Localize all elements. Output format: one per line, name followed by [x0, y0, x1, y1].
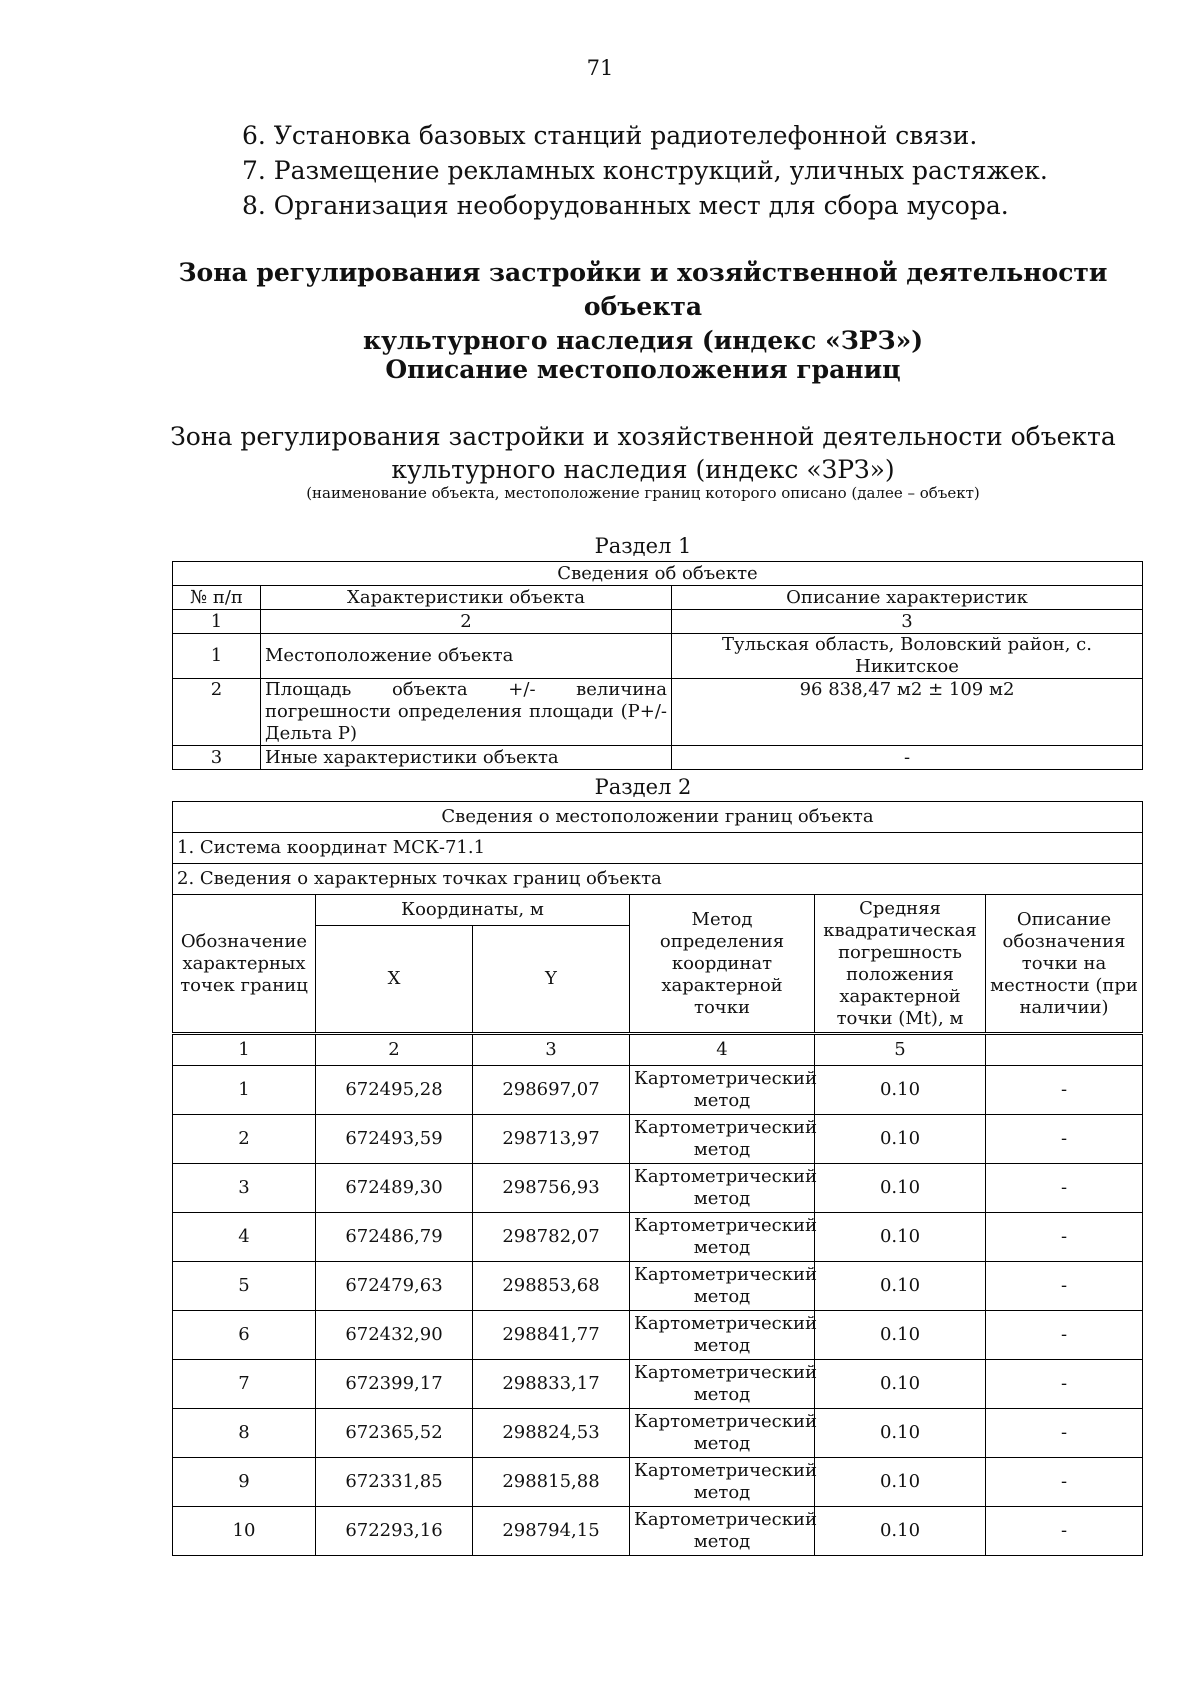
characteristic-name: Площадь объекта +/- величина погрешности определения площади (Р+/- Дельта Р) — [261, 679, 672, 746]
table-row — [173, 1458, 1143, 1507]
accuracy: 0.10 — [815, 1115, 986, 1164]
characteristic-name: Иные характеристики объекта — [261, 746, 672, 770]
header-method: Метод определения координат характерной точки — [630, 895, 815, 1034]
table-title: Сведения о местоположении границ объекта — [173, 802, 1143, 833]
point-description: - — [986, 1409, 1143, 1458]
list-item: 8. Организация необорудованных мест для сбора мусора. — [242, 191, 1009, 220]
column-number: 2 — [261, 610, 672, 634]
coord-x: 672432,90 — [316, 1311, 473, 1360]
method: Картометрический метод — [630, 1507, 815, 1556]
table-header-row — [173, 895, 1143, 926]
accuracy: 0.10 — [815, 1213, 986, 1262]
row-number: 3 — [173, 746, 261, 770]
method: Картометрический метод — [630, 1164, 815, 1213]
coord-x: 672365,52 — [316, 1409, 473, 1458]
point-description: - — [986, 1066, 1143, 1115]
column-number: 1 — [173, 1034, 316, 1066]
coord-y: 298782,07 — [473, 1213, 630, 1262]
coord-y: 298756,93 — [473, 1164, 630, 1213]
section-heading: Описание местоположения границ — [385, 355, 901, 384]
section2-label: Раздел 2 — [594, 775, 692, 799]
table-row — [173, 634, 1143, 679]
object-caption: (наименование объекта, местоположение границ которого описано (далее – объект) — [306, 484, 980, 502]
coord-y: 298833,17 — [473, 1360, 630, 1409]
header-accuracy: Средняя квадратическая погрешность положения характерной точки (Mt), м — [815, 895, 986, 1034]
coord-y: 298815,88 — [473, 1458, 630, 1507]
list-item: 7. Размещение рекламных конструкций, уличных растяжек. — [242, 156, 1048, 185]
accuracy: 0.10 — [815, 1164, 986, 1213]
point-number: 6 — [173, 1311, 316, 1360]
accuracy: 0.10 — [815, 1409, 986, 1458]
object-name-line1: Зона регулирования застройки и хозяйственной деятельности объекта — [170, 422, 1116, 451]
page-number: 71 — [586, 56, 614, 80]
section1-label: Раздел 1 — [594, 534, 692, 558]
point-number: 9 — [173, 1458, 316, 1507]
column-number: 3 — [672, 610, 1143, 634]
coord-y: 298697,07 — [473, 1066, 630, 1115]
coord-x: 672493,59 — [316, 1115, 473, 1164]
coord-x: 672479,63 — [316, 1262, 473, 1311]
header-description: Описание обозначения точки на местности (при наличии) — [986, 895, 1143, 1034]
table-title-row — [173, 802, 1143, 833]
header-designation: Обозначение характерных точек границ — [173, 895, 316, 1034]
method: Картометрический метод — [630, 1066, 815, 1115]
zone-title-line2: культурного наследия (индекс «ЗРЗ») — [362, 326, 924, 355]
list-item: 6. Установка базовых станций радиотелефонной связи. — [242, 121, 978, 150]
header-coordinates: Координаты, м — [316, 895, 630, 926]
column-number-row — [173, 610, 1143, 634]
accuracy: 0.10 — [815, 1066, 986, 1115]
table-row — [173, 1311, 1143, 1360]
point-description: - — [986, 1360, 1143, 1409]
table-row — [173, 1409, 1143, 1458]
row-number: 2 — [173, 679, 261, 746]
zone-title-line1: Зона регулирования застройки и хозяйственной деятельности объекта — [178, 258, 1108, 321]
column-number — [986, 1034, 1143, 1066]
table-row — [173, 1066, 1143, 1115]
boundary-points-table — [172, 801, 1143, 1556]
point-number: 10 — [173, 1507, 316, 1556]
table-row — [173, 1262, 1143, 1311]
table-row — [173, 1507, 1143, 1556]
column-number: 2 — [316, 1034, 473, 1066]
coordinate-system: 1. Система координат МСК-71.1 — [173, 833, 1143, 864]
coord-y: 298841,77 — [473, 1311, 630, 1360]
method: Картометрический метод — [630, 1262, 815, 1311]
table-title: Сведения об объекте — [173, 562, 1143, 586]
header-cell: Описание характеристик — [672, 586, 1143, 610]
column-number: 4 — [630, 1034, 815, 1066]
point-description: - — [986, 1164, 1143, 1213]
method: Картометрический метод — [630, 1409, 815, 1458]
point-description: - — [986, 1262, 1143, 1311]
point-number: 2 — [173, 1115, 316, 1164]
coord-x: 672399,17 — [316, 1360, 473, 1409]
row-number: 1 — [173, 634, 261, 679]
characteristic-value: Тульская область, Воловский район, с. Никитское — [672, 634, 1143, 679]
characteristic-value: 96 838,47 м2 ± 109 м2 — [672, 679, 1143, 746]
accuracy: 0.10 — [815, 1262, 986, 1311]
point-description: - — [986, 1507, 1143, 1556]
column-number: 1 — [173, 610, 261, 634]
method: Картометрический метод — [630, 1115, 815, 1164]
column-number: 5 — [815, 1034, 986, 1066]
header-cell: Характеристики объекта — [261, 586, 672, 610]
column-number: 3 — [473, 1034, 630, 1066]
point-description: - — [986, 1115, 1143, 1164]
point-number: 4 — [173, 1213, 316, 1262]
table-row — [173, 1213, 1143, 1262]
table-row — [173, 679, 1143, 746]
point-number: 1 — [173, 1066, 316, 1115]
header-y: Y — [473, 926, 630, 1034]
point-description: - — [986, 1458, 1143, 1507]
zone-title — [160, 256, 1126, 358]
coord-y: 298853,68 — [473, 1262, 630, 1311]
accuracy: 0.10 — [815, 1360, 986, 1409]
table-row — [173, 746, 1143, 770]
table-row — [173, 1164, 1143, 1213]
coord-x: 672293,16 — [316, 1507, 473, 1556]
object-name — [160, 420, 1126, 486]
coord-y: 298713,97 — [473, 1115, 630, 1164]
accuracy: 0.10 — [815, 1458, 986, 1507]
point-description: - — [986, 1213, 1143, 1262]
coord-x: 672489,30 — [316, 1164, 473, 1213]
coord-x: 672495,28 — [316, 1066, 473, 1115]
table-row — [173, 1360, 1143, 1409]
coord-x: 672331,85 — [316, 1458, 473, 1507]
point-number: 7 — [173, 1360, 316, 1409]
coord-system-row — [173, 833, 1143, 864]
points-title-row — [173, 864, 1143, 895]
characteristic-value: - — [672, 746, 1143, 770]
method: Картометрический метод — [630, 1458, 815, 1507]
coord-y: 298794,15 — [473, 1507, 630, 1556]
method: Картометрический метод — [630, 1360, 815, 1409]
points-body — [173, 1066, 1143, 1556]
restriction-list — [242, 118, 1048, 223]
characteristic-name: Местоположение объекта — [261, 634, 672, 679]
header-cell: № п/п — [173, 586, 261, 610]
point-number: 8 — [173, 1409, 316, 1458]
accuracy: 0.10 — [815, 1311, 986, 1360]
coord-x: 672486,79 — [316, 1213, 473, 1262]
object-name-line2: культурного наследия (индекс «ЗРЗ») — [391, 455, 895, 484]
table-title-row — [173, 562, 1143, 586]
point-number: 3 — [173, 1164, 316, 1213]
point-description: - — [986, 1311, 1143, 1360]
coord-y: 298824,53 — [473, 1409, 630, 1458]
table-row — [173, 1115, 1143, 1164]
method: Картометрический метод — [630, 1213, 815, 1262]
point-number: 5 — [173, 1262, 316, 1311]
points-title: 2. Сведения о характерных точках границ объекта — [173, 864, 1143, 895]
table-header-row — [173, 586, 1143, 610]
method: Картометрический метод — [630, 1311, 815, 1360]
accuracy: 0.10 — [815, 1507, 986, 1556]
object-info-table — [172, 561, 1143, 770]
column-number-row — [173, 1034, 1143, 1066]
header-x: X — [316, 926, 473, 1034]
